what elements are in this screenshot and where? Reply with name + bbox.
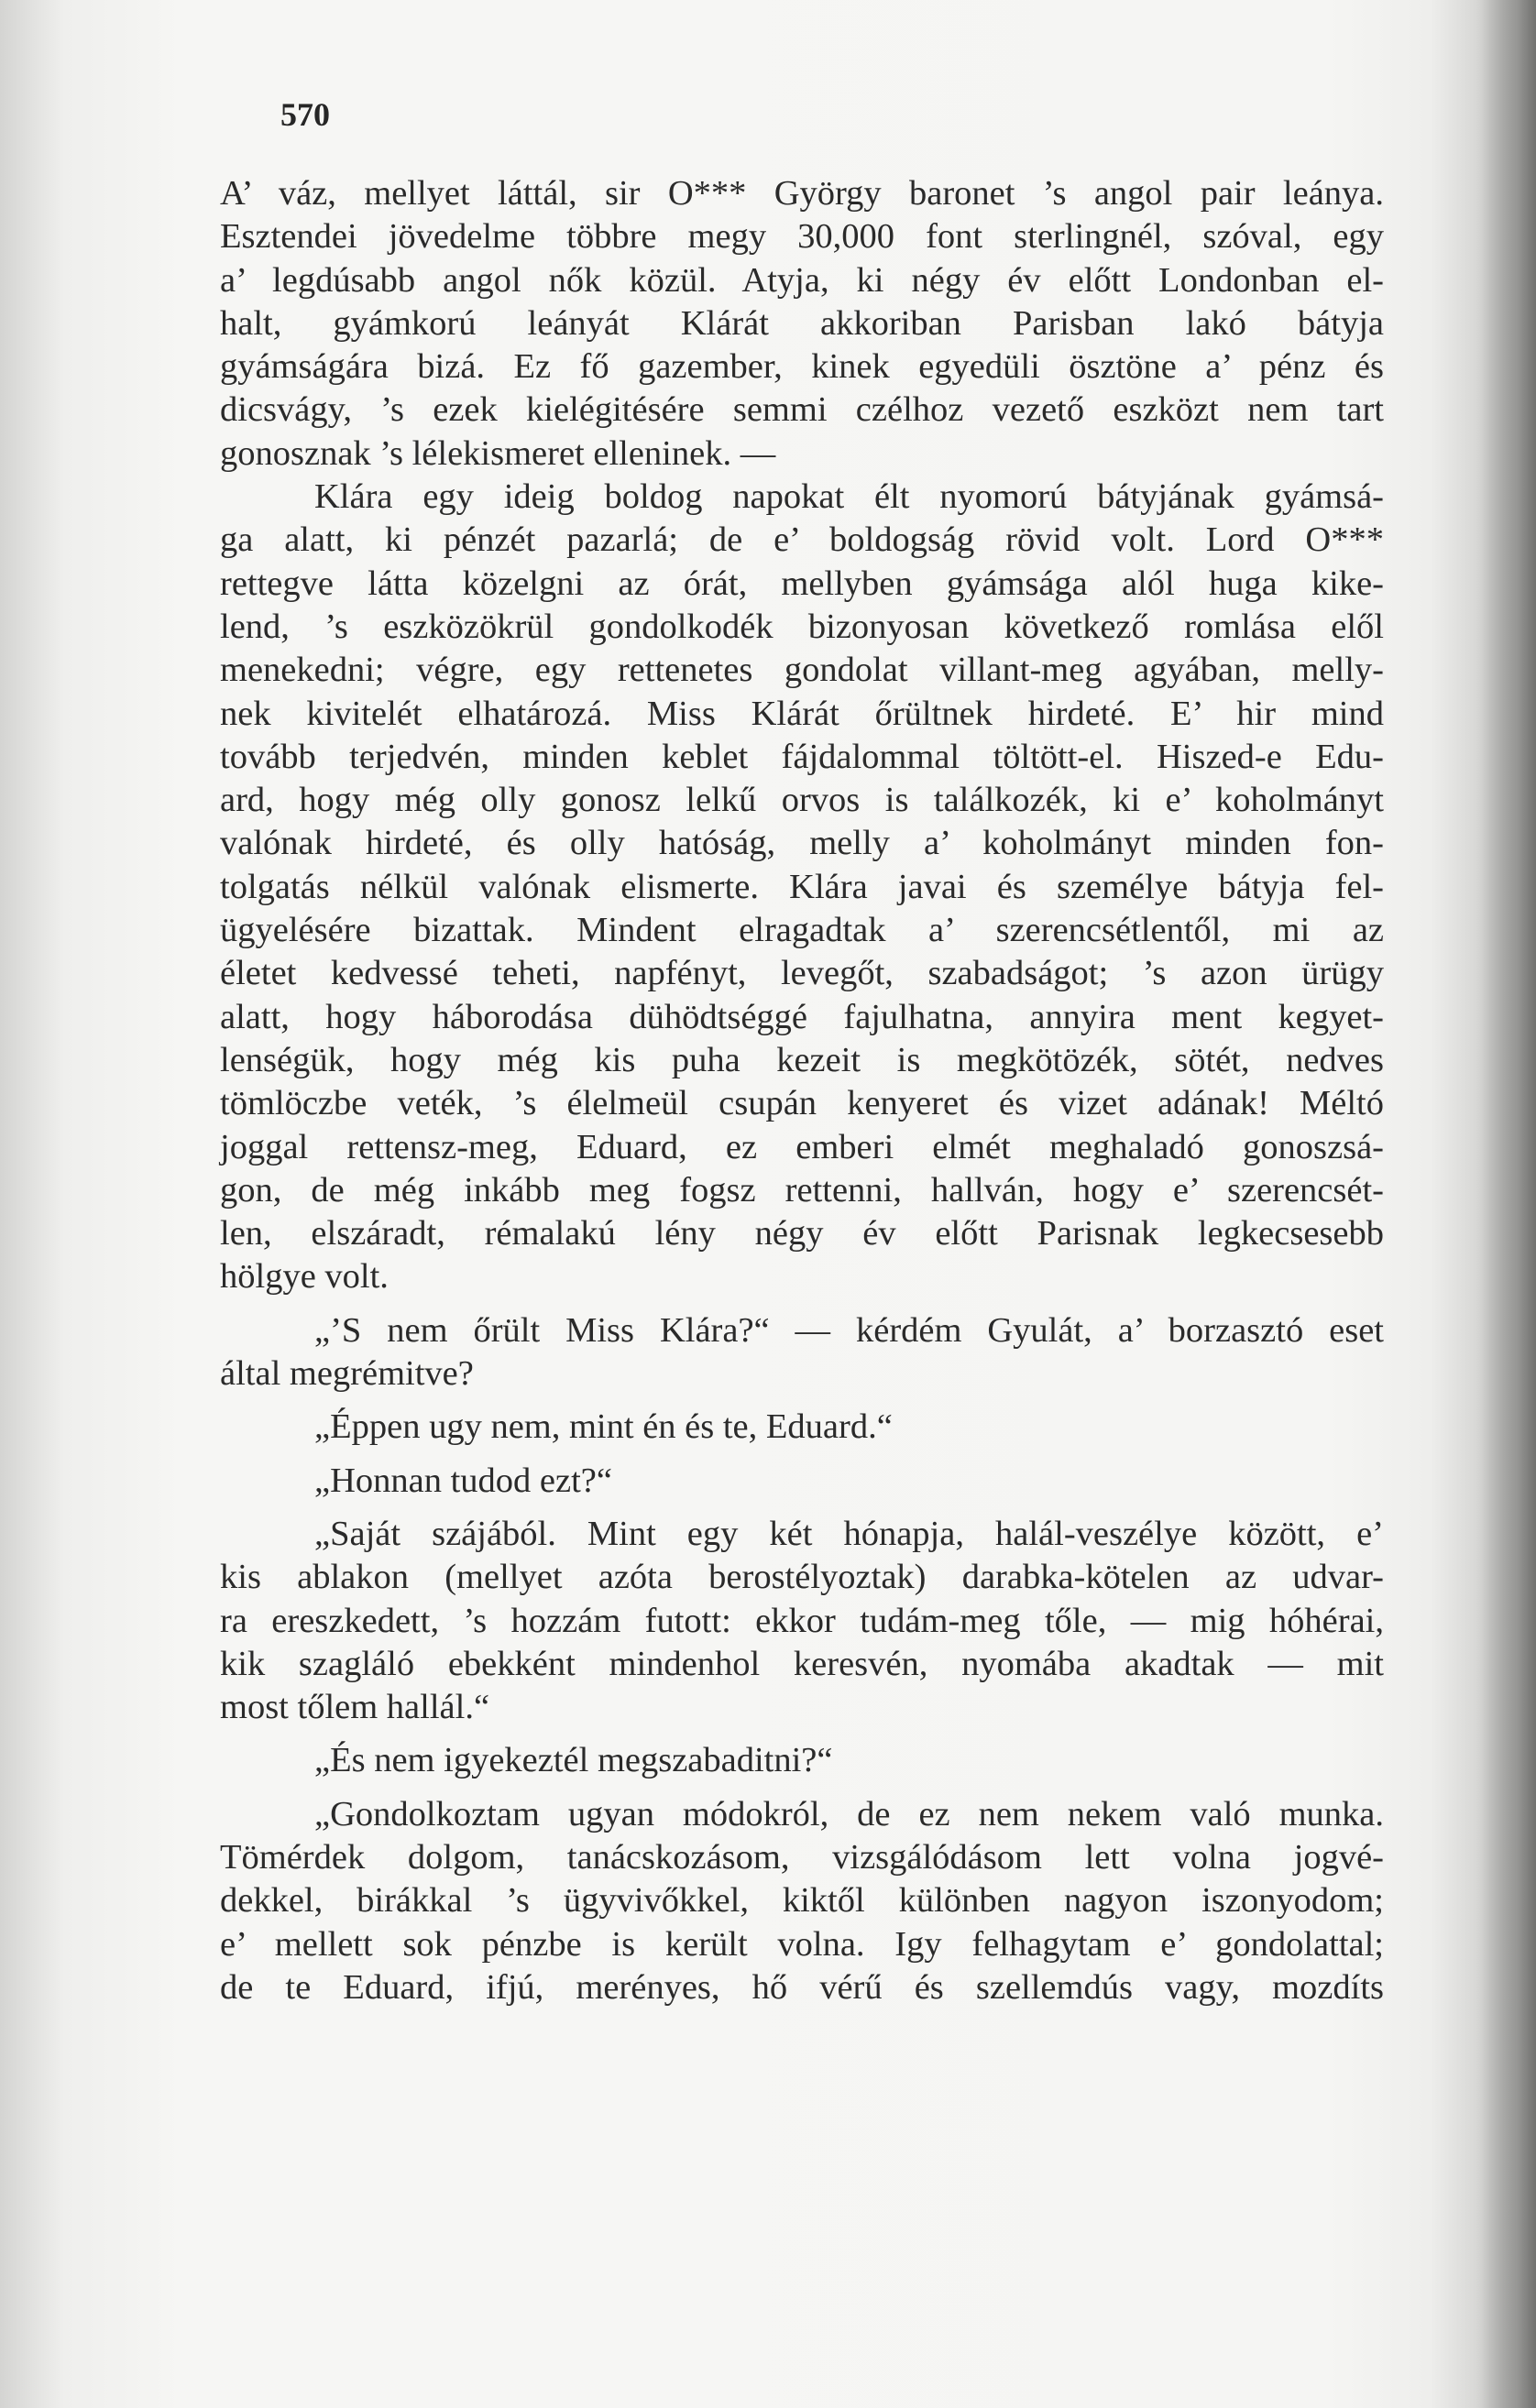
text-line: lenségük, hogy még kis puha kezeit is megkötözék, sötét, nedves — [220, 1040, 1384, 1079]
text-line: alatt, hogy háborodása dühödtséggé fajulhatna, annyira ment kegyet- — [220, 997, 1384, 1036]
text-line: dicsvágy, ’s ezek kielégitésére semmi czélhoz vezető eszközt nem tart — [220, 390, 1384, 430]
text-line: len, elszáradt, rémalakú lény négy év előtt Parisnak legkecsesebb — [220, 1214, 1384, 1253]
dialogue-line: „Éppen ugy nem, mint én és te, Eduard.“ — [314, 1407, 893, 1447]
dialogue-line: Tömérdek dolgom, tanácskozásom, vizsgálódásom lett volna jogvé- — [220, 1837, 1384, 1877]
text-line: ard, hogy még olly gonosz lelkű orvos is találkozék, ki e’ koholmányt — [220, 781, 1384, 820]
dialogue-line: e’ mellett sok pénzbe is került volna. Igy felhagytam e’ gondolattal; — [220, 1924, 1384, 1964]
text-line: nek kivitelét elhatározá. Miss Klárát őrültnek hirdeté. E’ hir mind — [220, 694, 1384, 733]
dialogue-line: által megrémitve? — [220, 1354, 474, 1394]
page-gutter-shadow — [1481, 0, 1536, 2408]
text-line: tömlöczbe veték, ’s élelmeül csupán kenyeret és vizet adának! Méltó — [220, 1084, 1384, 1123]
body-text — [220, 172, 1384, 2009]
dialogue-line: „És nem igyekeztél megszabaditni?“ — [314, 1741, 833, 1780]
dialogue-line: „’S nem őrült Miss Klára?“ — kérdém Gyulát, a’ borzasztó eset — [314, 1310, 1384, 1350]
dialogue-line: dekkel, birákkal ’s ügyvivőkkel, kiktől különben nagyon iszonyodom; — [220, 1881, 1384, 1921]
text-line: hölgye volt. — [220, 1257, 389, 1297]
dialogue-line: „Honnan tudod ezt?“ — [314, 1461, 612, 1500]
text-line: életet kedvessé teheti, napfényt, levegőt, szabadságot; ’s azon ürügy — [220, 954, 1384, 993]
text-line: tovább terjedvén, minden keblet fájdalommal töltött-el. Hiszed-e Edu- — [220, 737, 1384, 776]
text-line: valónak hirdeté, és olly hatóság, melly a’ koholmányt minden fon- — [220, 824, 1384, 863]
text-line: menekedni; végre, egy rettenetes gondolat villant-meg agyában, melly- — [220, 651, 1384, 690]
dialogue-line: „Saját szájából. Mint egy két hónapja, halál-veszélye között, e’ — [314, 1514, 1384, 1553]
text-line: a’ legdúsabb angol nők közül. Atyja, ki négy év előtt Londonban el- — [220, 260, 1384, 300]
dialogue-line: most tőlem hallál.“ — [220, 1688, 490, 1727]
text-line: joggal rettensz-meg, Eduard, ez emberi elmét meghaladó gonoszsá- — [220, 1127, 1384, 1166]
dialogue-line: ra ereszkedett, ’s hozzám futott: ekkor tudám-meg tőle, — mig hóhérai, — [220, 1601, 1384, 1640]
page-number: 570 — [280, 96, 330, 133]
text-line: gonosznak ’s lélekismeret elleninek. — — [220, 433, 776, 473]
text-line: gyámságára bizá. Ez fő gazember, kinek egyedüli ösztöne a’ pénz és — [220, 347, 1384, 387]
dialogue-line: kis ablakon (mellyet azóta berostélyoztak) darabka-kötelen az udvar- — [220, 1558, 1384, 1597]
text-line: halt, gyámkorú leányát Klárát akkoriban Parisban lakó bátyja — [220, 303, 1384, 343]
text-line: Klára egy ideig boldog napokat élt nyomorú bátyjának gyámsá- — [314, 477, 1384, 517]
text-line: rettegve látta közelgni az órát, mellyben gyámsága alól huga kike- — [220, 564, 1384, 603]
dialogue-line: kik szagláló ebekként mindenhol keresvén, nyomába akadtak — mit — [220, 1644, 1384, 1683]
text-line: ügyelésére bizattak. Mindent elragadtak a’ szerencsétlentől, mi az — [220, 911, 1384, 950]
text-line: ga alatt, ki pénzét pazarlá; de e’ boldogság rövid volt. Lord O*** — [220, 520, 1384, 560]
text-line: Esztendei jövedelme többre megy 30,000 font sterlingnél, szóval, egy — [220, 217, 1384, 257]
text-line: gon, de még inkább meg fogsz rettenni, hallván, hogy e’ szerencsét- — [220, 1170, 1384, 1209]
text-line: A’ váz, mellyet láttál, sir O*** György baronet ’s angol pair leánya. — [220, 174, 1384, 213]
text-line: lend, ’s eszközökrül gondolkodék bizonyosan következő romlása elől — [220, 607, 1384, 646]
dialogue-line: de te Eduard, ifjú, merényes, hő vérű és szellemdús vagy, mozdíts — [220, 1967, 1384, 2007]
text-line: tolgatás nélkül valónak elismerte. Klára javai és személye bátyja fel- — [220, 867, 1384, 906]
dialogue-line: „Gondolkoztam ugyan módokról, de ez nem nekem való munka. — [314, 1794, 1384, 1833]
